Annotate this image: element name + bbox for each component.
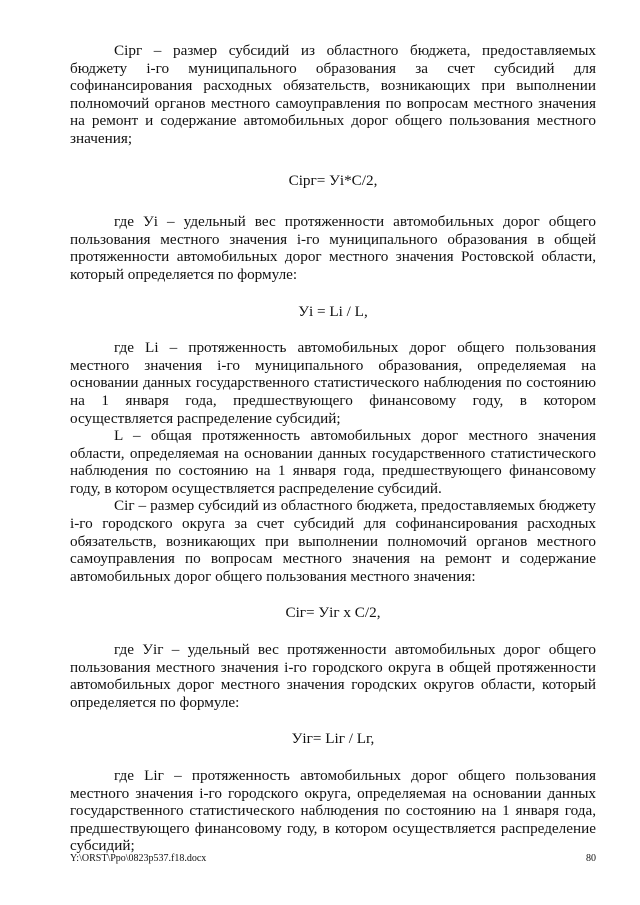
spacer — [70, 284, 596, 303]
formula-uig: Уiг= Liг / Lг, — [291, 730, 375, 748]
spacer — [70, 748, 596, 767]
paragraph-l-definition: L – общая протяженность автомобильных дорог местного значения области, определяемая на основании данных государственного статистического наблюдения по состоянию на 1 января года, предшествующего финансовому году, в котором осуществляется распределение субсидий. — [70, 427, 596, 497]
paragraph-cirg-definition: Ciрг – размер субсидий из областного бюджета, предоставляемых бюджету i-го муниципального образования за счет субсидий для софинансирования расходных обязательств, возникающих при выполнении полномочий органов местного самоуправления по вопросам местного значения на ремонт и содержание автомобильных дорог общего пользования местного значения; — [70, 42, 596, 147]
spacer — [70, 622, 596, 641]
footer-file-path: Y:\ORST\Ppo\0823p537.f18.docx — [70, 853, 207, 864]
page-footer — [70, 853, 596, 865]
paragraph-uig-definition: где Уiг – удельный вес протяженности автомобильных дорог общего пользования местного значения i-го городского округа в общей протяженности автомобильных дорог местного значения городских округов области, который определяется по формуле: — [70, 641, 596, 711]
footer-page-number: 80 — [586, 853, 596, 864]
paragraph-cig-definition: Ciг – размер субсидий из областного бюджета, предоставляемых бюджету i-го городского округа за счет субсидий для софинансирования расходных обязательств, возникающих при выполнении полномочий органов местного самоуправления по вопросам местного значения на ремонт и содержание автомобильных дорог общего пользования местного значения: — [70, 497, 596, 585]
spacer — [70, 585, 596, 604]
spacer — [70, 711, 596, 730]
spacer — [70, 320, 596, 339]
document-body — [70, 42, 596, 855]
paragraph-li-definition: где Li – протяженность автомобильных дорог общего пользования местного значения i-го муниципального образования, определяемая на основании данных государственного статистического наблюдения по состоянию на 1 января года, предшествующего финансовому году, в котором осуществляется распределение субсидий; — [70, 339, 596, 427]
formula-cig: Ciг= Уiг х С/2, — [285, 604, 381, 622]
paragraph-lig-definition: где Liг – протяженность автомобильных дорог общего пользования местного значения i-го городского округа, определяемая на основании данных государственного статистического наблюдения по состоянию на 1 января года, предшествующего финансовому году, в котором осуществляется распределение субсидий; — [70, 767, 596, 855]
paragraph-ui-definition: где Уi – удельный вес протяженности автомобильных дорог общего пользования местного значения i-го муниципального образования в общей протяженности автомобильных дорог местного значения Ростовской области, который определяется по формуле: — [70, 213, 596, 283]
formula-cirg: Ciрг= Уi*С/2, — [288, 171, 378, 189]
spacer — [70, 148, 596, 172]
spacer — [70, 189, 596, 213]
formula-ui: Уi = Li / L, — [298, 302, 368, 320]
